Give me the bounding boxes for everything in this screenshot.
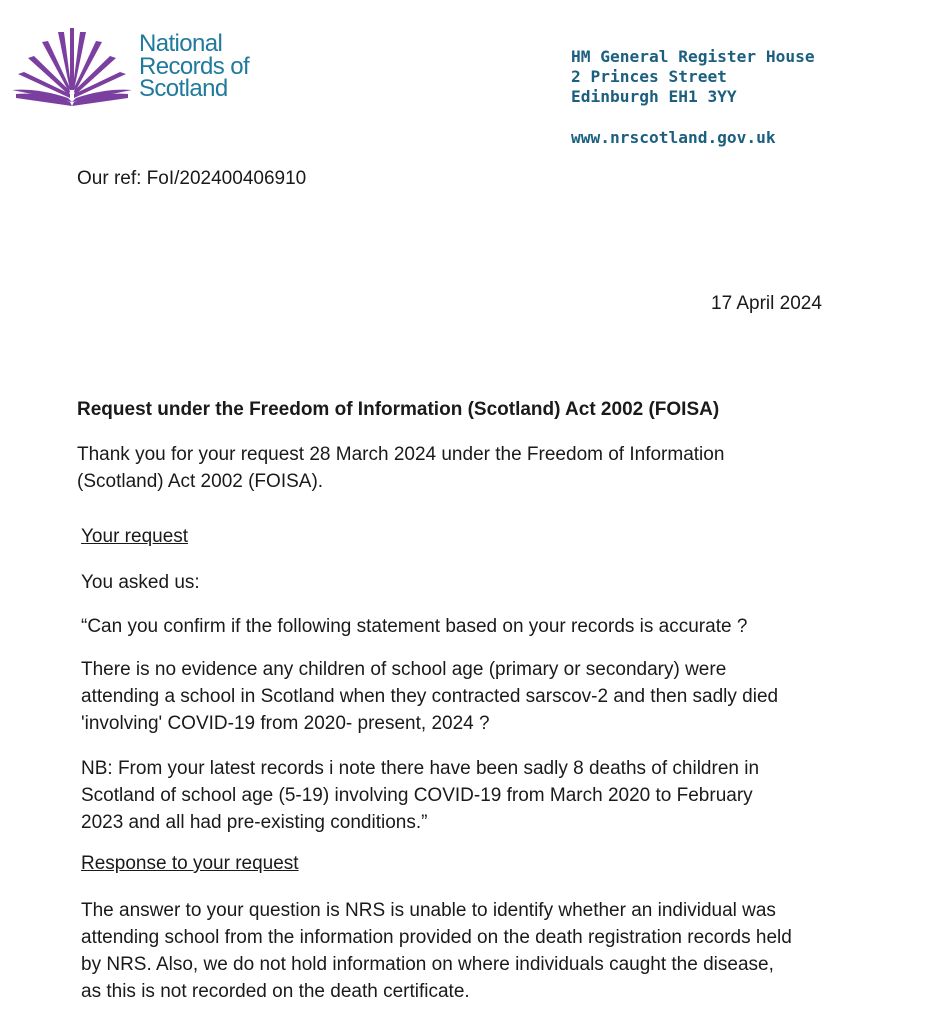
statement-line: There is no evidence any children of school age (primary or secondary) were [81, 659, 727, 680]
intro-line: (Scotland) Act 2002 (FOISA). [77, 471, 324, 492]
postal-address [571, 47, 815, 107]
answer-line: The answer to your question is NRS is unable to identify whether an individual was [81, 900, 776, 921]
nb-line: 2023 and all had pre-existing conditions.” [81, 812, 428, 833]
nb-line: Scotland of school age (5-19) involving COVID-19 from March 2020 to February [81, 785, 753, 806]
logo-wordmark [139, 30, 250, 102]
statement-line: 'involving' COVID-19 from 2020- present, 2024 ? [81, 713, 490, 734]
letter-heading: Request under the Freedom of Information (Scotland) Act 2002 (FOISA) [77, 399, 720, 420]
website-link[interactable]: www.nrscotland.gov.uk [571, 128, 776, 147]
logo-line-3: Scotland [139, 75, 228, 102]
asked-paragraph [81, 569, 200, 596]
question-line: “Can you confirm if the following statement based on your records is accurate ? [81, 616, 748, 637]
intro-paragraph [77, 441, 724, 495]
logo-line-1: National [139, 30, 223, 57]
asked-line: You asked us: [81, 572, 200, 593]
statement-paragraph [81, 656, 778, 737]
logo-line-2: Records of [139, 52, 250, 80]
statement-line: attending a school in Scotland when they contracted sarscov-2 and then sadly died [81, 686, 779, 707]
reference-number: Our ref: FoI/202400406910 [77, 168, 307, 189]
answer-line: as this is not recorded on the death certificate. [81, 981, 470, 1002]
letter-date: 17 April 2024 [711, 293, 822, 314]
nrs-logo [8, 28, 278, 108]
address-line-1: HM General Register House [571, 47, 815, 66]
answer-paragraph [81, 897, 792, 1005]
address-line-2: 2 Princes Street [571, 67, 727, 86]
nb-paragraph [81, 755, 759, 836]
question-paragraph [81, 613, 747, 640]
intro-line: Thank you for your request 28 March 2024 under the Freedom of Information [77, 444, 725, 465]
response-heading: Response to your request [81, 853, 299, 874]
answer-line: attending school from the information provided on the death registration records held [81, 927, 792, 948]
open-book-fan-icon [8, 28, 136, 108]
nb-line: NB: From your latest records i note there have been sadly 8 deaths of children in [81, 758, 760, 779]
your-request-heading: Your request [81, 526, 189, 547]
answer-line: by NRS. Also, we do not hold information on where individuals caught the disease, [81, 954, 774, 975]
address-line-3: Edinburgh EH1 3YY [571, 87, 737, 106]
